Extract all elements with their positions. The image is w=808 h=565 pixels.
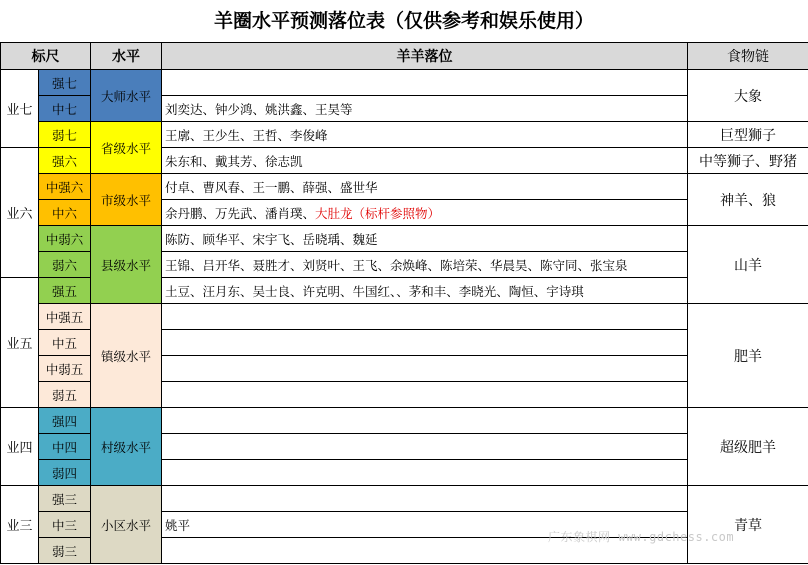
table-row <box>1 304 808 330</box>
level-shengji: 省级水平 <box>91 122 162 174</box>
sheep-names: 付卓、曹风春、王一鹏、薛强、盛世华 <box>162 174 688 200</box>
benchmark-highlight: 大肚龙（标杆参照物） <box>315 205 441 221</box>
prediction-table <box>0 42 808 564</box>
level-xianji: 县级水平 <box>91 226 162 304</box>
header-food: 食物链 <box>688 43 808 70</box>
sub-level: 强四 <box>39 408 91 434</box>
sub-level: 中强六 <box>39 174 91 200</box>
level-zhenji: 镇级水平 <box>91 304 162 408</box>
sub-level: 中强五 <box>39 304 91 330</box>
sheep-names <box>162 356 688 382</box>
header-sheep: 羊羊落位 <box>162 43 688 70</box>
table-row <box>1 174 808 200</box>
scale-group-ye4: 业四 <box>1 408 39 486</box>
header-level: 水平 <box>91 43 162 70</box>
sheep-names <box>162 70 688 96</box>
level-dashi: 大师水平 <box>91 70 162 122</box>
sheep-names <box>162 304 688 330</box>
sheep-names <box>162 200 688 226</box>
table-row <box>1 70 808 96</box>
sheep-names <box>162 486 688 512</box>
sheep-names: 刘奕达、钟少鸿、姚洪鑫、王昊等 <box>162 96 688 122</box>
food-shenyang: 神羊、狼 <box>688 174 808 226</box>
sheep-names: 王廓、王少生、王哲、李俊峰 <box>162 122 688 148</box>
scale-group-ye7: 业七 <box>1 70 39 148</box>
level-cunji: 村级水平 <box>91 408 162 486</box>
sheep-names: 朱东和、戴其芳、徐志凯 <box>162 148 688 174</box>
sheep-names <box>162 408 688 434</box>
sub-level: 中七 <box>39 96 91 122</box>
sub-level: 弱四 <box>39 460 91 486</box>
sub-level: 弱六 <box>39 252 91 278</box>
sheep-names: 王锦、吕开华、聂胜才、刘贤叶、王飞、余焕峰、陈培荣、华晨昊、陈守同、张宝泉 <box>162 252 688 278</box>
table-row <box>1 408 808 434</box>
header-scale: 标尺 <box>1 43 91 70</box>
food-chaoji: 超级肥羊 <box>688 408 808 486</box>
sheep-names-text: 余丹鹏、万先武、潘肖璞、 <box>165 205 316 221</box>
sub-level: 强七 <box>39 70 91 96</box>
level-xiaoqu: 小区水平 <box>91 486 162 564</box>
scale-group-ye6: 业六 <box>1 148 39 278</box>
food-feiyang: 肥羊 <box>688 304 808 408</box>
sub-level: 强三 <box>39 486 91 512</box>
food-zhongdeng: 中等狮子、野猪 <box>688 148 808 174</box>
sheep-names <box>162 434 688 460</box>
sub-level: 中弱六 <box>39 226 91 252</box>
sub-level: 弱五 <box>39 382 91 408</box>
sub-level: 中六 <box>39 200 91 226</box>
sheep-names <box>162 382 688 408</box>
sheep-names: 陈防、顾华平、宋宇飞、岳晓瑀、魏延 <box>162 226 688 252</box>
food-juxing: 巨型狮子 <box>688 122 808 148</box>
sheep-names: 土豆、汪月东、吴士良、许克明、牛国红、、茅和丰、李晓光、陶恒、宇诗琪 <box>162 278 688 304</box>
table-row <box>1 226 808 252</box>
sub-level: 中弱五 <box>39 356 91 382</box>
sub-level: 中三 <box>39 512 91 538</box>
sub-level: 中四 <box>39 434 91 460</box>
sub-level: 强五 <box>39 278 91 304</box>
scale-group-ye5: 业五 <box>1 278 39 408</box>
food-shanyang: 山羊 <box>688 226 808 304</box>
page-title: 羊圈水平预测落位表（仅供参考和娱乐使用） <box>213 10 594 32</box>
food-qingcao: 青草 <box>688 486 808 564</box>
sub-level: 中五 <box>39 330 91 356</box>
sheep-names <box>162 460 688 486</box>
header-row <box>1 43 808 70</box>
sheep-names: 姚平 <box>162 512 688 538</box>
level-shiji: 市级水平 <box>91 174 162 226</box>
scale-group-ye3: 业三 <box>1 486 39 564</box>
sheep-names <box>162 330 688 356</box>
sub-level: 弱三 <box>39 538 91 564</box>
watermark: 广东象棋网 www.gdchess.com <box>548 530 735 544</box>
sub-level: 强六 <box>39 148 91 174</box>
table-row <box>1 122 808 148</box>
table-row <box>1 486 808 512</box>
food-daxiang: 大象 <box>688 70 808 122</box>
sub-level: 弱七 <box>39 122 91 148</box>
